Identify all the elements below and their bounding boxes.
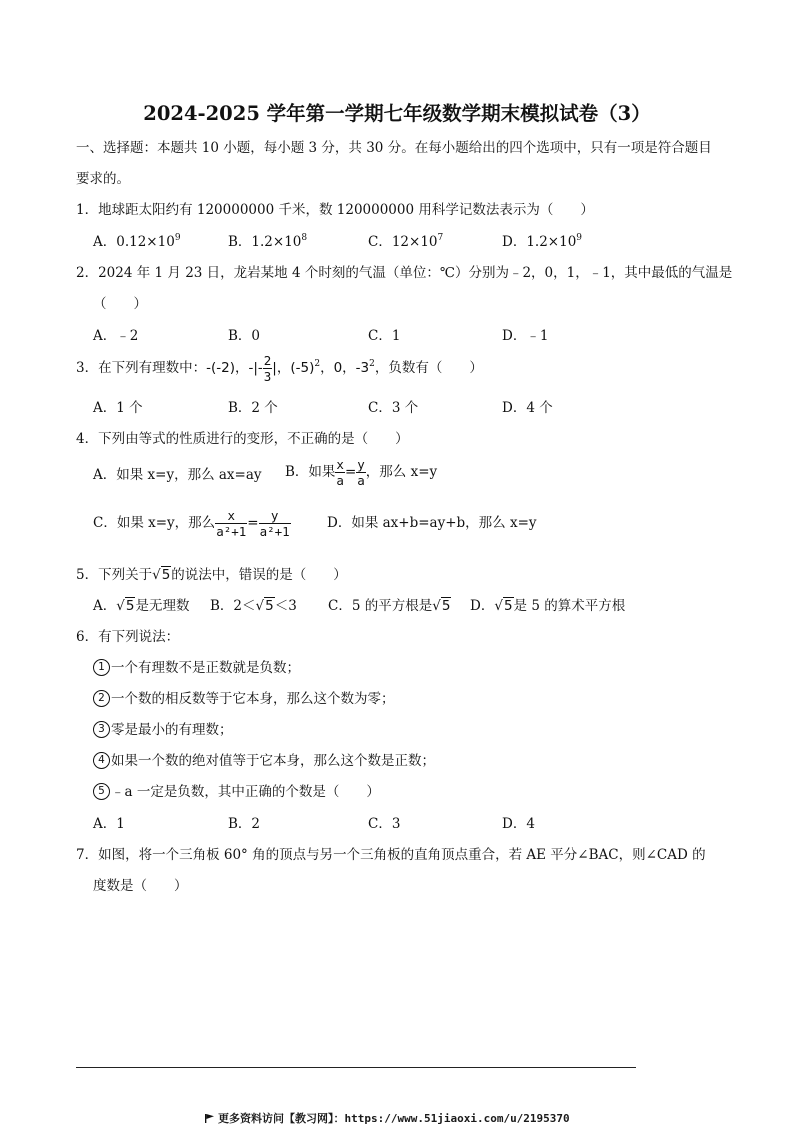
q5-option-a: A．√5是无理数 <box>93 598 190 614</box>
footer-divider <box>76 1067 636 1068</box>
q6-statement-3: 3 零是最小的有理数； <box>93 721 233 739</box>
q6-statement-2: 2 一个数的相反数等于它本身，那么这个数为零； <box>93 690 395 708</box>
q2-option-b: B．0 <box>228 328 261 344</box>
q3-option-d: D．4 个 <box>502 400 553 416</box>
q3-option-c: C．3 个 <box>368 400 419 416</box>
q6-statement-1: 1 一个有理数不是正数就是负数； <box>93 659 300 677</box>
question-2-line1: 2．2024 年 1 月 23 日，龙岩某地 4 个时刻的气温（单位：℃）分别为﹣2，0，1，﹣1，其中最低的气温是 <box>76 265 733 281</box>
section-header-line1: 一、选择题：本题共 10 小题，每小题 3 分，共 30 分。在每小题给出的四个选项中，只有一项是符合题目 <box>76 140 712 156</box>
q6-option-b: B．2 <box>228 816 261 832</box>
page-title: 2024-2025 学年第一学期七年级数学期末模拟试卷（3） <box>143 102 651 125</box>
flag-icon <box>205 1114 214 1123</box>
q1-option-d: D．$1.2\times 10^9$ <box>502 233 583 250</box>
q1-option-c: C．$12\times 10^7$ <box>368 233 444 250</box>
q2-option-c: C．1 <box>368 328 401 344</box>
question-7-line2: 度数是（ ） <box>93 878 188 894</box>
q4-option-a: A．如果 x=y，那么 ax=ay <box>93 467 262 483</box>
question-2-line2: （ ） <box>93 296 147 312</box>
q6-statement-4: 4 如果一个数的绝对值等于它本身，那么这个数是正数； <box>93 752 435 770</box>
question-6-text: 6．有下列说法： <box>76 629 180 645</box>
fraction-two-thirds: $\frac{2}{3}$ <box>263 353 272 384</box>
section-header-line2: 要求的。 <box>76 171 130 187</box>
q1-option-a: A．$0.12\times 10^9$ <box>93 233 181 250</box>
question-1-text: 1．地球距太阳约有 120000000 千米，数 120000000 用科学记数法表示为（ ） <box>76 202 594 218</box>
question-7-line1: 7．如图，将一个三角板 60° 角的顶点与另一个三角板的直角顶点重合，若 AE 平分∠BAC，则∠CAD 的 <box>76 847 706 863</box>
q5-option-d: D．√5是 5 的算术平方根 <box>470 598 626 614</box>
question-4-text: 4．下列由等式的性质进行的变形，不正确的是（ ） <box>76 431 409 447</box>
q6-option-d: D．4 <box>502 816 535 832</box>
q1-option-b: B．$1.2\times 10^8$ <box>228 233 308 250</box>
q5-option-b: B．2＜√5＜3 <box>210 598 297 614</box>
q4-option-b: B．如果 $\frac{x}{a}$ = $\frac{y}{a}$ ，那么 x=y <box>285 457 438 488</box>
q3-option-a: A．1 个 <box>93 400 143 416</box>
q2-option-a: A．﹣2 <box>93 328 139 344</box>
fraction-y-over-a2plus1: $\frac{y}{\text{a²+1}}$ <box>259 508 290 539</box>
q4-option-c: C．如果 x=y，那么 $\frac{x}{\text{a²+1}}$ = $\frac{y}{\text{a²+1}}$ <box>93 508 290 539</box>
sqrt-5: √5 <box>152 567 171 583</box>
q4-option-d: D．如果 ax+b=ay+b，那么 x=y <box>327 515 537 531</box>
fraction-y-over-a: $\frac{y}{a}$ <box>357 457 365 488</box>
question-3-text: 3．在下列有理数中：-(-2)，-|- $\frac{2}{3}$ |，$(-5)^2$，0，$-3^2$，负数有（ ） <box>76 353 483 384</box>
q6-option-a: A．1 <box>93 816 125 832</box>
q2-option-d: D．﹣1 <box>502 328 549 344</box>
q3-option-b: B．2 个 <box>228 400 278 416</box>
q6-option-c: C．3 <box>368 816 401 832</box>
q6-statement-5: 5 ﹣a 一定是负数，其中正确的个数是（ ） <box>93 783 380 801</box>
footer-text: 更多资料访问【教习网】：https://www.51jiaoxi.com/u/2195370 <box>218 1112 570 1125</box>
fraction-x-over-a: $\frac{x}{a}$ <box>336 457 344 488</box>
question-5-text: 5．下列关于√5的说法中，错误的是（ ） <box>76 567 347 583</box>
fraction-x-over-a2plus1: $\frac{x}{\text{a²+1}}$ <box>216 508 247 539</box>
q5-option-c: C．5 的平方根是√5 <box>328 598 451 614</box>
